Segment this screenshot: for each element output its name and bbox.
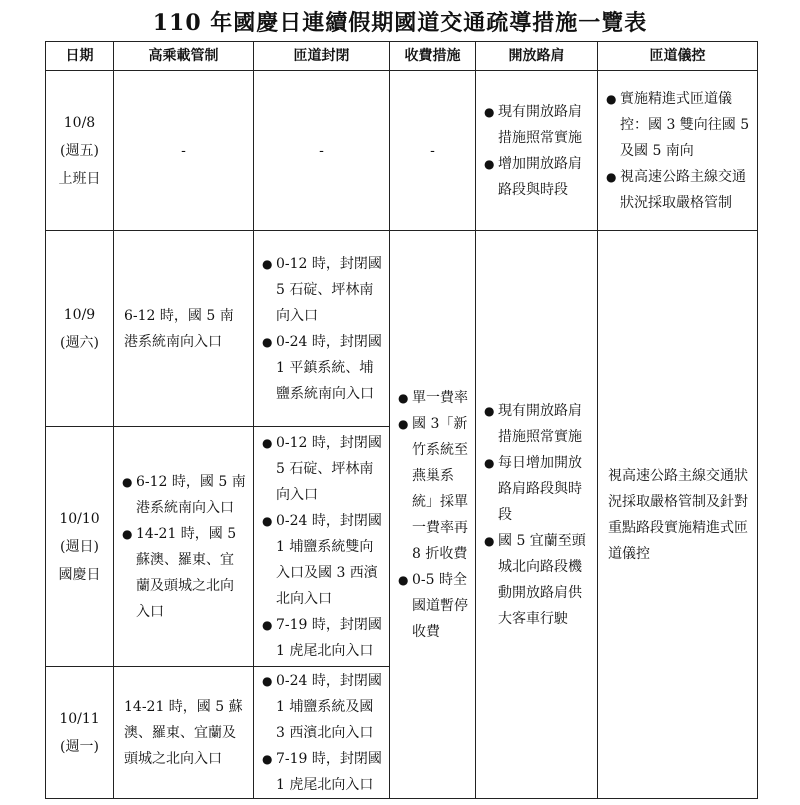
list-item: [262, 668, 383, 746]
list-item-text: 增加開放路肩路段與時段: [498, 155, 582, 198]
hov-cell: 6-12 時，國 5 南港系統南向入口: [114, 231, 254, 427]
bullet-icon: ●: [606, 91, 617, 106]
bullet-icon: ●: [122, 526, 133, 541]
list-item-text: 國 3「新竹系統至燕巢系統」採單一費率再 8 折收費: [412, 415, 468, 562]
bullet-icon: ●: [262, 256, 273, 271]
shoulder-cell-merged: [476, 231, 598, 799]
day-note: 國慶日: [58, 566, 101, 583]
page-title: 110 年國慶日連續假期國道交通疏導措施一覽表: [152, 10, 648, 36]
bullet-icon: ●: [262, 435, 273, 450]
list-item: [398, 385, 469, 411]
list-item: [398, 411, 469, 567]
bullet-icon: ●: [398, 416, 409, 431]
list-item-text: 每日增加開放路肩路段與時段: [498, 454, 582, 523]
list-item: [484, 151, 591, 203]
bullet-icon: ●: [262, 617, 273, 632]
bullet-icon: ●: [606, 169, 617, 184]
bullet-icon: ●: [122, 474, 133, 489]
date-cell: [46, 71, 114, 231]
hov-cell: -: [114, 71, 254, 231]
bullet-icon: ●: [484, 156, 495, 171]
list-item-text: 0-24 時，封閉國 1 埔鹽系統及國 3 西濱北向入口: [276, 672, 382, 741]
meter-cell-merged: 視高速公路主線交通狀況採取嚴格管制及針對重點路段實施精進式匝道儀控: [598, 231, 758, 799]
list-item: [484, 398, 591, 450]
toll-cell: -: [390, 71, 476, 231]
date-text: 10/8: [63, 114, 96, 131]
list-item-text: 6-12 時，國 5 南港系統南向入口: [136, 473, 246, 516]
weekday-text: (週五): [60, 142, 99, 159]
list-item: [262, 746, 383, 798]
list-item-text: 0-5 時全國道暫停收費: [412, 571, 468, 640]
list-item-text: 0-12 時，封閉國 5 石碇、坪林南向入口: [276, 255, 382, 324]
list-item: [484, 450, 591, 528]
date-text: 10/9: [63, 306, 96, 323]
shoulder-cell: [476, 71, 598, 231]
date-text: 10/11: [59, 710, 100, 727]
list-item-text: 現有開放路肩措施照常實施: [498, 402, 582, 445]
bullet-icon: ●: [262, 513, 273, 528]
traffic-measures-table: [45, 41, 758, 799]
list-item: [122, 521, 247, 625]
list-item-text: 實施精進式匝道儀控：國 3 雙向往國 5 及國 5 南向: [620, 90, 750, 159]
list-item: [262, 329, 383, 407]
weekday-text: (週六): [60, 334, 99, 351]
header-shoulder: 開放路肩: [476, 42, 598, 71]
list-item: [484, 99, 591, 151]
hov-cell: 14-21 時，國 5 蘇澳、羅東、宜蘭及頭城之北向入口: [114, 667, 254, 799]
ramp-cell: [254, 231, 390, 427]
weekday-text: (週日): [60, 538, 99, 555]
header-hov: 高乘載管制: [114, 42, 254, 71]
list-item: [606, 164, 751, 216]
date-text: 10/10: [59, 510, 100, 527]
header-ramp-closure: 匝道封閉: [254, 42, 390, 71]
bullet-icon: ●: [262, 334, 273, 349]
table-row-1008: [46, 71, 758, 231]
bullet-icon: ●: [262, 673, 273, 688]
bullet-icon: ●: [484, 104, 495, 119]
list-item-text: 國 5 宜蘭至頭城北向路段機動開放路肩供大客車行駛: [498, 532, 586, 627]
list-item: [484, 528, 591, 632]
date-cell: [46, 427, 114, 667]
list-item: [262, 612, 383, 664]
list-item: [262, 430, 383, 508]
ramp-cell: -: [254, 71, 390, 231]
list-item-text: 0-24 時，封閉國 1 埔鹽系統雙向入口及國 3 西濱北向入口: [276, 512, 382, 607]
ramp-cell: [254, 427, 390, 667]
header-date: 日期: [46, 42, 114, 71]
date-cell: [46, 231, 114, 427]
hov-cell: [114, 427, 254, 667]
toll-cell-merged: [390, 231, 476, 799]
list-item: [262, 508, 383, 612]
list-item: [262, 251, 383, 329]
header-toll: 收費措施: [390, 42, 476, 71]
weekday-text: (週一): [60, 738, 99, 755]
ramp-cell: [254, 667, 390, 799]
list-item-text: 視高速公路主線交通狀況採取嚴格管制: [620, 168, 746, 211]
list-item-text: 14-21 時，國 5 蘇澳、羅東、宜蘭及頭城之北向入口: [136, 525, 237, 620]
list-item-text: 單一費率: [412, 389, 468, 406]
date-cell: [46, 667, 114, 799]
table-row-1009: [46, 231, 758, 427]
list-item: [606, 86, 751, 164]
day-note: 上班日: [58, 170, 101, 187]
bullet-icon: ●: [398, 390, 409, 405]
list-item-text: 7-19 時，封閉國 1 虎尾北向入口: [276, 616, 382, 659]
list-item-text: 0-24 時，封閉國 1 平鎮系統、埔鹽系統南向入口: [276, 333, 382, 402]
list-item-text: 現有開放路肩措施照常實施: [498, 103, 582, 146]
bullet-icon: ●: [398, 572, 409, 587]
bullet-icon: ●: [484, 455, 495, 470]
header-row: [46, 42, 758, 71]
list-item: [122, 469, 247, 521]
header-ramp-metering: 匝道儀控: [598, 42, 758, 71]
bullet-icon: ●: [262, 751, 273, 766]
bullet-icon: ●: [484, 403, 495, 418]
list-item-text: 7-19 時，封閉國 1 虎尾北向入口: [276, 750, 382, 793]
list-item-text: 0-12 時，封閉國 5 石碇、坪林南向入口: [276, 434, 382, 503]
bullet-icon: ●: [484, 533, 495, 548]
meter-cell: [598, 71, 758, 231]
list-item: [398, 567, 469, 645]
